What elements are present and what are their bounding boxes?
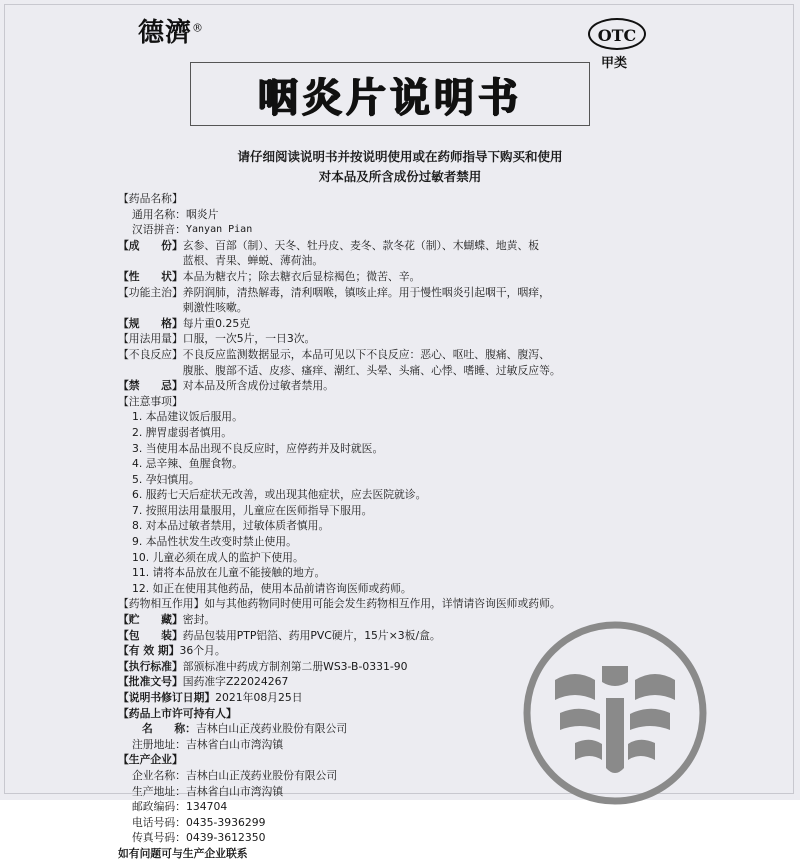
field-label: 【药物相互作用】 [118, 597, 205, 611]
indication-cont-row [118, 300, 678, 316]
list-item: 2. 脾胃虚弱者慎用。 [132, 425, 233, 439]
indication-row [118, 285, 678, 301]
section-heading: 【生产企业】 [118, 753, 183, 767]
field-value: 口服，一次5片，一日3次。 [182, 332, 316, 346]
field-value: 吉林白山正茂药业股份有限公司 [185, 768, 338, 782]
field-value: 吉林省白山市湾沟镇 [185, 784, 284, 798]
otc-badge: OTC [588, 18, 646, 50]
list-item: 10. 儿童必须在成人的监护下使用。 [132, 550, 304, 564]
otc-class-label: 甲类 [601, 56, 628, 71]
field-value: 养阴润肺，清热解毒，清利咽喉，镇咳止痒。用于慢性咽炎引起咽干，咽痒， [182, 285, 550, 299]
adverse-cont-row [118, 363, 678, 379]
section-heading: 【注意事项】 [118, 394, 183, 408]
common-name-row [118, 207, 678, 223]
field-value: 密封。 [182, 613, 216, 627]
field-value: 部颁标准中药成方制剂第二册WS3-B-0331-90 [182, 659, 408, 673]
ingredients-cont-row [118, 253, 678, 269]
spec-row [118, 316, 678, 332]
field-value: 吉林省白山市湾沟镇 [185, 737, 284, 751]
field-value: 2021年08月25日 [215, 691, 303, 704]
field-label: 注册地址： [132, 737, 186, 751]
list-item: 11. 请将本品放在儿童不能接触的地方。 [132, 566, 326, 580]
field-value: 如与其他药物同时使用可能会发生药物相互作用，详情请咨询医师或药师。 [204, 597, 561, 611]
list-item: 8. 对本品过敏者禁用，过敏体质者慎用。 [132, 519, 330, 533]
list-item: 5. 孕妇慎用。 [132, 472, 200, 486]
field-value: 蓝根、青果、蝉蜕、薄荷油。 [182, 254, 324, 268]
field-value: 国药准字Z22024267 [182, 675, 289, 689]
section-heading: 【药品上市许可持有人】 [118, 706, 237, 720]
field-label: 【性 状】 [118, 269, 183, 283]
field-label: 【不良反应】 [118, 347, 183, 361]
document-title: 咽炎片说明书 [258, 74, 522, 121]
fax-row [118, 830, 678, 846]
field-value: 咽炎片 [185, 207, 219, 221]
field-value: 每片重0.25克 [182, 316, 251, 330]
pinyin-row [118, 222, 678, 238]
field-label: 【执行标准】 [118, 659, 183, 673]
list-item: 9. 本品性状发生改变时禁止使用。 [132, 535, 297, 549]
warning-line-1: 请仔细阅读说明书并按说明使用或在药师指导下购买和使用 [237, 149, 563, 164]
field-label: 电话号码： [132, 815, 186, 829]
field-value: 腹胀、腹部不适、皮疹、瘙痒、潮红、头晕、头痛、心悸、嗜睡、过敏反应等。 [182, 363, 561, 377]
brand-logo [138, 12, 204, 49]
field-label: 生产地址： [132, 784, 186, 798]
field-label: 【批准文号】 [118, 675, 183, 689]
field-label: 传真号码： [132, 831, 186, 845]
field-value: 刺激性咳嗽。 [182, 301, 248, 315]
registered-mark: ® [192, 21, 205, 35]
properties-row [118, 269, 678, 285]
contra-row [118, 378, 678, 394]
title-frame [190, 62, 590, 126]
field-label: 汉语拼音： [132, 223, 186, 237]
list-item: 12. 如正在使用其他药品，使用本品前请咨询医师或药师。 [132, 581, 412, 595]
field-value: 不良反应监测数据显示，本品可见以下不良反应：恶心、呕吐、腹痛、腹泻、 [182, 347, 550, 361]
list-item: 3. 当使用本品出现不良反应时，应停药并及时就医。 [132, 441, 384, 455]
field-value: 0435-3936299 [185, 815, 266, 829]
field-value: 吉林白山正茂药业股份有限公司 [195, 722, 348, 736]
field-label: 【有 效 期】 [118, 644, 180, 658]
field-label: 【禁 忌】 [118, 379, 183, 393]
list-item: 1. 本品建议饭后服用。 [132, 410, 243, 424]
list-item: 6. 服药七天后症状无改善，或出现其他症状，应去医院就诊。 [132, 488, 427, 502]
field-label: 【贮 藏】 [118, 613, 183, 627]
field-value: 0439-3612350 [185, 831, 266, 845]
field-label: 【包 装】 [118, 628, 183, 642]
list-item: 7. 按照用法用量服用，儿童应在医师指导下服用。 [132, 503, 373, 517]
field-value: Yanyan Pian [185, 224, 253, 236]
field-label: 名 称： [142, 722, 196, 736]
brand-name: 德濟 [138, 18, 193, 48]
field-label: 通用名称： [132, 207, 186, 221]
drug-name-heading [118, 191, 678, 207]
section-heading: 【药品名称】 [118, 192, 183, 205]
field-label: 【功能主治】 [118, 285, 183, 299]
field-label: 企业名称： [132, 768, 186, 782]
warning-line-2: 对本品及所含成份过敏者禁用 [318, 169, 482, 184]
company-emblem-icon [520, 618, 710, 808]
field-value: 对本品及所含成份过敏者禁用。 [182, 379, 334, 393]
dosage-row [118, 331, 678, 347]
adverse-row [118, 347, 678, 363]
field-label: 【规 格】 [118, 316, 183, 330]
precautions-list [118, 409, 678, 596]
field-label: 邮政编码： [132, 800, 186, 814]
precautions-heading [118, 394, 678, 410]
phone-row [118, 815, 678, 831]
field-value: 玄参、百部（制）、天冬、牡丹皮、麦冬、款冬花（制）、木蝴蝶、地黄、板 [182, 238, 540, 252]
field-value: 本品为糖衣片；除去糖衣后显棕褐色；微苦、辛。 [182, 269, 421, 283]
field-value: 药品包装用PTP铝箔、药用PVC硬片，15片×3板/盒。 [182, 628, 441, 642]
field-label: 【用法用量】 [118, 332, 183, 346]
contact-note: 如有问题可与生产企业联系 [118, 846, 248, 860]
ingredients-row [118, 238, 678, 254]
field-value: 134704 [185, 800, 228, 814]
list-item: 4. 忌辛辣、鱼腥食物。 [132, 457, 243, 471]
field-value: 36个月。 [179, 644, 226, 658]
field-label: 【说明书修订日期】 [118, 691, 216, 704]
interaction-row [118, 596, 678, 612]
footer-note [118, 846, 678, 862]
field-label: 【成 份】 [118, 238, 183, 252]
